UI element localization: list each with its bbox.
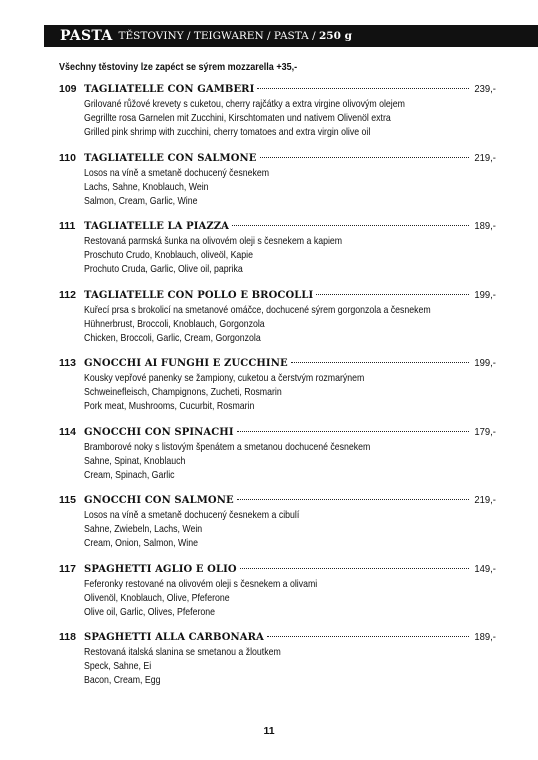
description-line: Gegrillte rosa Garnelen mit Zucchini, Kirschtomaten und nativem Olivenöl extra	[84, 113, 391, 124]
menu-item-name-row	[84, 83, 496, 95]
description-line: Restovaná parmská šunka na olivovém oleji s česnekem a kapiem	[84, 236, 343, 247]
menu-item-description	[84, 441, 474, 483]
menu-item-description	[84, 372, 474, 414]
menu-item-header	[0, 563, 538, 578]
menu-item-header	[0, 289, 538, 304]
description-line: Sahne, Spinat, Knoblauch	[84, 455, 186, 467]
menu-item-header	[0, 631, 538, 646]
description-line: Bacon, Cream, Egg	[84, 675, 161, 686]
menu-item-number: 110	[59, 151, 76, 164]
description-line: Chicken, Broccoli, Garlic, Cream, Gorgonzola	[84, 332, 261, 344]
menu-item-name: SPAGHETTI ALLA CARBONARA	[84, 632, 264, 643]
menu-item-number: 112	[59, 288, 76, 301]
menu-item	[0, 494, 538, 563]
description-line: Salmon, Cream, Garlic, Wine	[84, 195, 198, 207]
menu-item	[0, 631, 538, 700]
section-subtitle-text: TĚSTOVINY / TEIGWAREN / PASTA /	[118, 30, 316, 42]
menu-item	[0, 357, 538, 426]
menu-item-name: GNOCCHI AI FUNGHI E ZUCCHINE	[84, 358, 288, 369]
dot-leader	[240, 568, 469, 569]
menu-item-price: 149,-	[474, 562, 496, 575]
description-line: Olivenöl, Knoblauch, Olive, Pfeferone	[84, 592, 230, 604]
description-line: Speck, Sahne, Ei	[84, 661, 152, 672]
description-line: Pork meat, Mushrooms, Cucurbit, Rosmarin	[84, 401, 255, 412]
menu-item-name-row	[84, 357, 496, 369]
description-line: Schweinefleisch, Champignons, Zucheti, Rosmarin	[84, 387, 282, 398]
menu-item-header	[0, 152, 538, 167]
section-header	[44, 25, 538, 47]
menu-item-number: 115	[59, 494, 76, 506]
menu-item-name-row	[84, 289, 496, 301]
description-line: Cream, Onion, Salmon, Wine	[84, 538, 198, 549]
menu-item-header	[0, 83, 538, 98]
menu-item-number: 114	[59, 425, 76, 438]
menu-item-number: 111	[59, 220, 76, 232]
menu-item	[0, 563, 538, 632]
description-line: Bramborové noky s listovým špenátem a smetanou dochucené česnekem	[84, 441, 371, 453]
dot-leader	[237, 431, 469, 432]
menu-item	[0, 289, 538, 358]
description-line: Cream, Spinach, Garlic	[84, 469, 175, 481]
description-line: Feferonky restované na olivovém oleji s česnekem a olivami	[84, 578, 318, 590]
dot-leader	[291, 362, 469, 363]
menu-item-description	[84, 646, 474, 688]
menu-item-description	[84, 98, 474, 140]
description-line: Losos na víně a smetaně dochucený česnekem a cibulí	[84, 510, 300, 521]
menu-item	[0, 83, 538, 152]
menu-item-header	[0, 494, 538, 509]
menu-item	[0, 426, 538, 495]
menu-item-name-row	[84, 426, 496, 438]
menu-item	[0, 220, 538, 289]
menu-item-header	[0, 357, 538, 372]
menu-items-list	[0, 83, 538, 700]
menu-item-price: 239,-	[474, 83, 496, 95]
mozzarella-note: Všechny těstoviny lze zapéct se sýrem mozzarella +35,-	[59, 61, 298, 73]
menu-item-price: 219,-	[474, 494, 496, 506]
description-line: Grilované růžové krevety s cuketou, cherry rajčátky a extra virgine olivovým olejem	[84, 99, 405, 110]
menu-item-name-row	[84, 631, 496, 643]
menu-item-price: 199,-	[474, 288, 496, 301]
menu-item-header	[0, 426, 538, 441]
description-line: Olive oil, Garlic, Olives, Pfeferone	[84, 606, 215, 618]
dot-leader	[257, 88, 469, 89]
menu-item-number: 117	[59, 562, 76, 575]
menu-item-price: 199,-	[474, 357, 496, 369]
dot-leader	[260, 157, 470, 158]
description-line: Lachs, Sahne, Knoblauch, Wein	[84, 181, 209, 193]
portion-weight: 250 g	[319, 30, 352, 42]
menu-item-number: 109	[59, 83, 77, 95]
menu-item-description	[84, 578, 474, 620]
menu-item-price: 189,-	[474, 631, 496, 643]
menu-item-price: 219,-	[474, 151, 496, 164]
description-line: Grilled pink shrimp with zucchini, cherry tomatoes and extra virgin olive oil	[84, 127, 371, 138]
dot-leader	[237, 499, 469, 500]
section-subtitle	[119, 30, 352, 42]
description-line: Kousky vepřové panenky se žampiony, cuketou a čerstvým rozmarýnem	[84, 373, 365, 384]
menu-item-name: TAGLIATELLE CON GAMBERI	[84, 84, 255, 95]
menu-item-name: GNOCCHI CON SPINACHI	[84, 426, 234, 438]
menu-item-name: TAGLIATELLE CON SALMONE	[84, 152, 257, 164]
menu-item-name: SPAGHETTI AGLIO E OLIO	[84, 563, 237, 575]
menu-item-name-row	[84, 563, 496, 575]
section-title: PASTA	[60, 28, 113, 44]
description-line: Prochuto Cruda, Garlic, Olive oil, paprika	[84, 264, 243, 275]
menu-item	[0, 152, 538, 221]
description-line: Sahne, Zwiebeln, Lachs, Wein	[84, 524, 203, 535]
dot-leader	[316, 294, 469, 295]
menu-item-name-row	[84, 220, 496, 232]
page-number: 11	[263, 725, 275, 737]
menu-item-number: 113	[59, 357, 76, 369]
menu-item-name-row	[84, 152, 496, 164]
description-line: Hühnerbrust, Broccoli, Knoblauch, Gorgonzola	[84, 318, 265, 330]
menu-item-number: 118	[59, 631, 76, 643]
menu-item-description	[84, 304, 474, 346]
dot-leader	[267, 636, 469, 637]
description-line: Proschuto Crudo, Knoblauch, oliveöl, Kapie	[84, 250, 254, 261]
menu-item-header	[0, 220, 538, 235]
description-line: Kuřecí prsa s brokolicí na smetanové omáčce, dochucené sýrem gorgonzola a česnekem	[84, 304, 431, 316]
menu-item-price: 189,-	[474, 220, 496, 232]
menu-item-description	[84, 235, 474, 277]
description-line: Losos na víně a smetaně dochucený česnekem	[84, 167, 270, 179]
menu-item-name-row	[84, 494, 496, 506]
menu-item-name: GNOCCHI CON SALMONE	[84, 495, 234, 506]
menu-item-name: TAGLIATELLE LA PIAZZA	[84, 221, 230, 232]
menu-item-description	[84, 509, 474, 551]
dot-leader	[232, 225, 469, 226]
menu-item-name: TAGLIATELLE CON POLLO E BROCOLLI	[84, 289, 314, 301]
description-line: Restovaná italská slanina se smetanou a žloutkem	[84, 647, 281, 658]
menu-item-description	[84, 167, 474, 209]
menu-item-price: 179,-	[474, 425, 496, 438]
